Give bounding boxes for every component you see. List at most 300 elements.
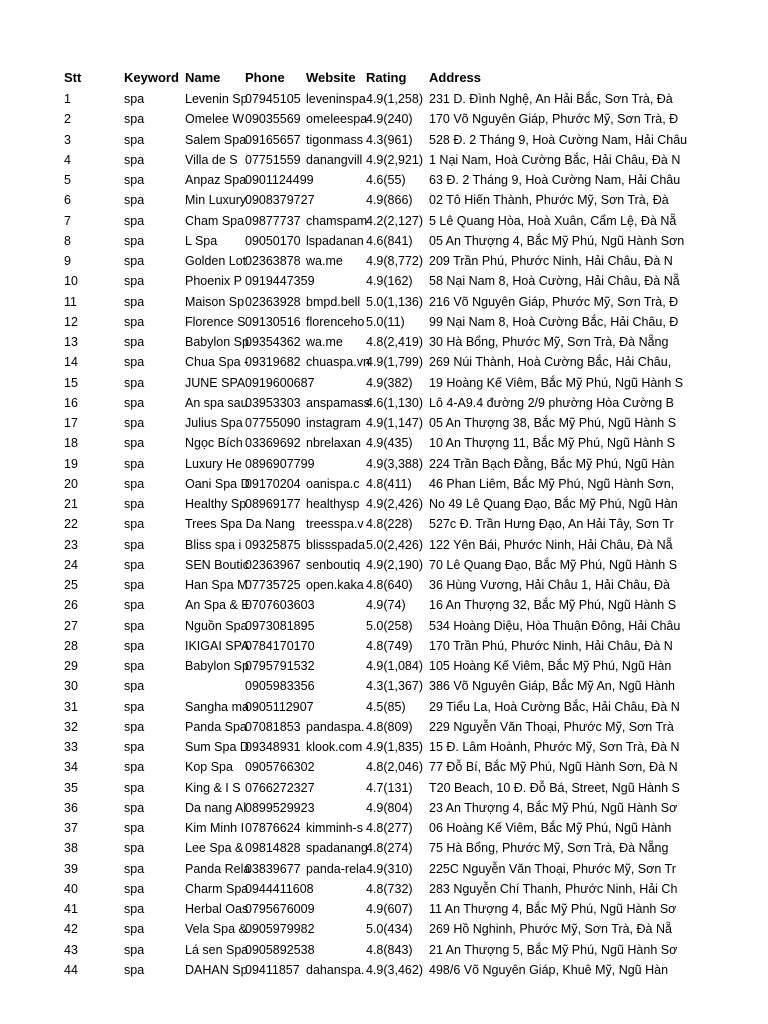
table-row [0, 697, 768, 717]
cell-address: 11 An Thượng 4, Bắc Mỹ Phú, Ngũ Hành Sơ [429, 902, 677, 916]
cell-keyword: spa [124, 800, 145, 815]
cell-keyword: spa [124, 497, 145, 511]
cell-stt: 26 [64, 598, 78, 613]
cell-rating: 4.9(162) [366, 274, 413, 289]
cell-website: omeleespa [306, 112, 368, 127]
cell-address: 209 Trần Phú, Phước Ninh, Hải Châu, Đà N [429, 254, 673, 268]
table-row [0, 960, 768, 980]
cell-name: Vela Spa & [185, 922, 247, 937]
cell-phone: 07751559 [245, 152, 301, 167]
cell-website: healthysp [306, 497, 360, 511]
cell-address: 225C Nguyễn Văn Thoại, Phước Mỹ, Sơn Tr [429, 861, 676, 876]
cell-stt: 5 [64, 173, 71, 187]
cell-website [306, 454, 366, 474]
cell-stt: 32 [64, 719, 78, 734]
cell-phone: 0784170170 [245, 638, 315, 653]
cell-keyword: spa [124, 578, 145, 592]
cell-keyword: spa [124, 942, 145, 957]
cell-address: 534 Hoàng Diệu, Hòa Thuận Đông, Hải Châu [429, 618, 681, 633]
cell-name: Cham Spa [185, 213, 245, 228]
cell-website: florenceho [306, 314, 365, 329]
cell-rating: 4.8(749) [366, 638, 413, 653]
cell-address: 170 Võ Nguyên Giáp, Phước Mỹ, Sơn Trà, Đ [429, 112, 679, 127]
cell-rating: 4.6(841) [366, 233, 413, 248]
table-row [0, 251, 768, 271]
cell-address: 269 Núi Thành, Hoà Cường Bắc, Hải Châu, [429, 355, 672, 370]
cell-stt: 3 [64, 132, 71, 147]
cell-rating: 4.5(85) [366, 699, 406, 714]
cell-keyword: spa [124, 112, 145, 127]
cell-website: tigonmass [306, 132, 363, 147]
cell-name: Charm Spa [185, 881, 249, 896]
cell-rating: 4.8(2,046) [366, 760, 423, 775]
table-row [0, 474, 768, 494]
cell-address: 170 Trần Phú, Phước Ninh, Hải Châu, Đà N [429, 638, 673, 653]
cell-rating: 4.9(2,426) [366, 497, 423, 511]
cell-rating: 4.3(961) [366, 132, 413, 147]
cell-keyword: spa [124, 314, 145, 329]
cell-rating: 5.0(2,426) [366, 537, 423, 552]
cell-stt: 18 [64, 436, 78, 451]
cell-name: King & I S [185, 780, 241, 795]
cell-name: Sangha ma [185, 699, 249, 714]
cell-phone: 08969177 [245, 497, 301, 511]
cell-rating: 4.6(1,130) [366, 395, 423, 410]
cell-keyword: spa [124, 335, 145, 349]
cell-phone: 02363878 [245, 254, 301, 268]
cell-name: Babylon Sp [185, 335, 249, 349]
cell-stt: 12 [64, 314, 78, 329]
cell-phone: 07081853 [245, 719, 301, 734]
table-row [0, 170, 768, 190]
cell-name: Golden Lot [185, 254, 247, 268]
cell-keyword: spa [124, 760, 145, 775]
cell-rating: 5.0(1,136) [366, 294, 423, 309]
cell-address: 231 D. Đình Nghệ, An Hải Bắc, Sơn Trà, Đà [429, 92, 673, 106]
cell-phone: 09325875 [245, 537, 301, 552]
cell-keyword: spa [124, 173, 145, 187]
cell-name: Han Spa M [185, 578, 248, 592]
cell-keyword: spa [124, 92, 145, 106]
cell-rating: 4.8(277) [366, 821, 413, 835]
cell-rating: 4.9(3,388) [366, 456, 423, 471]
cell-keyword: spa [124, 294, 145, 309]
table-row [0, 292, 768, 312]
cell-address: 75 Hà Bổng, Phước Mỹ, Sơn Trà, Đà Nẵng [429, 841, 669, 856]
cell-keyword: spa [124, 740, 145, 754]
cell-rating: 4.9(866) [366, 193, 413, 208]
cell-website [306, 757, 366, 777]
cell-keyword: spa [124, 679, 145, 694]
cell-website [306, 170, 366, 190]
cell-phone: 0905112907 [245, 699, 314, 714]
cell-website: pandaspa. [306, 719, 365, 734]
cell-phone: 03953303 [245, 395, 301, 410]
cell-name: An spa sau [185, 395, 248, 410]
cell-name: Luxury He [185, 456, 242, 471]
cell-website [306, 879, 366, 899]
cell-website: danangvill [306, 152, 363, 167]
cell-rating: 5.0(434) [366, 922, 413, 937]
cell-stt: 31 [64, 699, 78, 714]
cell-name: Salem Spa [185, 132, 247, 147]
cell-keyword: spa [124, 233, 145, 248]
cell-rating: 4.9(240) [366, 112, 413, 127]
cell-stt: 38 [64, 841, 78, 856]
cell-rating: 4.9(1,835) [366, 740, 423, 754]
cell-keyword: spa [124, 436, 145, 451]
cell-phone: 09319682 [245, 355, 301, 370]
table-row [0, 636, 768, 656]
cell-address: 5 Lê Quang Hòa, Hoà Xuân, Cẩm Lệ, Đà Nẵ [429, 213, 677, 228]
cell-stt: 24 [64, 557, 78, 572]
cell-address: 06 Hoàng Kế Viêm, Bắc Mỹ Phú, Ngũ Hành [429, 821, 672, 835]
cell-website [306, 373, 366, 393]
header-keyword: Keyword [124, 70, 179, 85]
table-row [0, 433, 768, 453]
cell-phone: 07876624 [245, 821, 301, 835]
cell-stt: 13 [64, 335, 78, 349]
cell-website [306, 940, 366, 960]
cell-phone: 09035569 [245, 112, 301, 127]
cell-website: instagram [306, 416, 361, 430]
cell-phone: 09411857 [245, 962, 300, 977]
cell-address: 36 Hùng Vương, Hải Châu 1, Hải Châu, Đà [429, 578, 671, 592]
cell-keyword: spa [124, 355, 145, 370]
cell-name: Healthy Sp [185, 497, 247, 511]
cell-keyword: spa [124, 132, 145, 147]
cell-stt: 34 [64, 760, 78, 775]
cell-phone: 09050170 [245, 233, 301, 248]
cell-keyword: spa [124, 476, 145, 491]
table-row [0, 757, 768, 777]
cell-keyword: spa [124, 618, 145, 633]
cell-address: 1 Nại Nam, Hoà Cường Bắc, Hải Châu, Đà N [429, 152, 681, 167]
cell-keyword: spa [124, 962, 145, 977]
cell-phone: 0795791532 [245, 659, 315, 673]
cell-name: Panda Rela [185, 861, 251, 876]
cell-phone: 02363967 [245, 557, 301, 572]
cell-stt: 19 [64, 456, 78, 471]
cell-stt: 9 [64, 254, 71, 268]
cell-stt: 27 [64, 618, 78, 633]
cell-website: blissspada [306, 537, 366, 552]
cell-address: No 49 Lê Quang Đạo, Bắc Mỹ Phú, Ngũ Hàn [429, 497, 678, 511]
table-row [0, 514, 768, 534]
table-row [0, 109, 768, 129]
cell-rating: 4.8(809) [366, 719, 413, 734]
cell-rating: 4.9(1,799) [366, 355, 423, 370]
table-row [0, 656, 768, 676]
cell-rating: 4.8(2,419) [366, 335, 423, 349]
cell-name: Herbal Oas [185, 902, 249, 916]
cell-address: 46 Phan Liêm, Bắc Mỹ Phú, Ngũ Hành Sơn, [429, 476, 675, 491]
cell-stt: 8 [64, 233, 71, 248]
cell-website [306, 616, 366, 636]
cell-phone: 09814828 [245, 841, 301, 856]
table-row [0, 838, 768, 858]
cell-address: 229 Nguyễn Văn Thoại, Phước Mỹ, Sơn Trà [429, 719, 674, 734]
cell-phone: 07735725 [245, 578, 301, 592]
cell-name: Nguồn Spa [185, 618, 248, 633]
cell-stt: 44 [64, 962, 78, 977]
header-phone: Phone [245, 70, 285, 85]
cell-phone: 02363928 [245, 294, 301, 309]
cell-stt: 22 [64, 517, 78, 532]
header-website: Website [306, 70, 356, 85]
cell-keyword: spa [124, 517, 145, 532]
cell-phone: 09354362 [245, 335, 301, 349]
cell-phone: 09165657 [245, 132, 301, 147]
cell-website: panda-rela [306, 861, 366, 876]
cell-rating: 4.9(2,190) [366, 557, 423, 572]
cell-stt: 15 [64, 375, 78, 390]
cell-keyword: spa [124, 152, 145, 167]
cell-stt: 41 [64, 902, 78, 916]
cell-name: Bliss spa i [185, 537, 242, 552]
cell-phone: 0973081895 [245, 618, 315, 633]
cell-rating: 4.3(1,367) [366, 679, 423, 694]
table-row [0, 352, 768, 372]
cell-address: 21 An Thượng 5, Bắc Mỹ Phú, Ngũ Hành Sơ [429, 942, 678, 957]
cell-stt: 30 [64, 679, 78, 694]
cell-website: lspadanan [306, 233, 364, 248]
cell-rating: 4.8(228) [366, 517, 413, 532]
cell-address: 58 Nại Nam 8, Hoà Cường, Hải Châu, Đà Nẵ [429, 274, 680, 289]
cell-address: 77 Đỗ Bí, Bắc Mỹ Phú, Ngũ Hành Sơn, Đà N [429, 760, 678, 775]
cell-phone: 09170204 [245, 476, 301, 491]
cell-rating: 4.9(435) [366, 436, 413, 451]
table-row [0, 919, 768, 939]
cell-name: Lá sen Spa [185, 942, 249, 957]
table-row [0, 332, 768, 352]
cell-stt: 2 [64, 112, 71, 127]
cell-stt: 7 [64, 213, 71, 228]
cell-stt: 17 [64, 416, 78, 430]
cell-stt: 14 [64, 355, 78, 370]
cell-phone: 0795676009 [245, 902, 315, 916]
table-row [0, 373, 768, 393]
cell-address: 19 Hoàng Kế Viêm, Bắc Mỹ Phú, Ngũ Hành S [429, 375, 684, 390]
cell-website [306, 595, 366, 615]
cell-rating: 4.9(804) [366, 800, 413, 815]
cell-address: 16 An Thượng 32, Bắc Mỹ Phú, Ngũ Hành S [429, 598, 677, 613]
cell-website: klook.com [306, 740, 363, 754]
cell-website [306, 697, 366, 717]
cell-keyword: spa [124, 699, 145, 714]
cell-phone: 0905983356 [245, 679, 315, 694]
header-rating: Rating [366, 70, 407, 85]
table-row [0, 859, 768, 879]
table-row [0, 535, 768, 555]
cell-website [306, 798, 366, 818]
cell-address: 05 An Thượng 4, Bắc Mỹ Phú, Ngũ Hành Sơn [429, 233, 685, 248]
cell-phone: 0908379727 [245, 193, 315, 208]
cell-keyword: spa [124, 416, 145, 430]
cell-address: 527c Đ. Trần Hưng Đạo, An Hải Tây, Sơn Tr [429, 517, 674, 532]
cell-rating: 4.8(411) [366, 476, 412, 491]
cell-rating: 5.0(11) [366, 314, 405, 329]
cell-website: bmpd.bell [306, 294, 361, 309]
cell-phone: 03839677 [245, 861, 301, 876]
cell-website: open.kaka [306, 578, 364, 592]
cell-address: 23 An Thượng 4, Bắc Mỹ Phú, Ngũ Hành Sơ [429, 800, 678, 815]
cell-name: Sum Spa D [185, 740, 249, 754]
cell-name: JUNE SPA [185, 375, 246, 390]
table-row [0, 454, 768, 474]
cell-stt: 40 [64, 881, 78, 896]
cell-rating: 4.9(1,147) [366, 416, 423, 430]
cell-website [306, 271, 366, 291]
cell-keyword: spa [124, 780, 145, 795]
cell-website: spadanang [306, 841, 368, 856]
cell-phone: 0896907799 [245, 456, 315, 471]
table-row [0, 879, 768, 899]
table-row [0, 595, 768, 615]
cell-website: senboutiq [306, 557, 361, 572]
cell-keyword: spa [124, 861, 145, 876]
cell-keyword: spa [124, 881, 145, 896]
cell-stt: 25 [64, 578, 78, 592]
table-row [0, 231, 768, 251]
cell-stt: 37 [64, 821, 78, 835]
cell-address: 122 Yên Bái, Phước Ninh, Hải Châu, Đà Nẵ [429, 537, 673, 552]
cell-phone: 0905892538 [245, 942, 315, 957]
table-row [0, 211, 768, 231]
cell-stt: 29 [64, 659, 78, 673]
cell-phone: 0901124499 [245, 173, 314, 187]
cell-rating: 4.9(8,772) [366, 254, 423, 268]
cell-phone: 0919447359 [245, 274, 315, 289]
cell-stt: 43 [64, 942, 78, 957]
cell-phone: 09348931 [245, 740, 301, 754]
cell-stt: 1 [64, 92, 71, 106]
cell-name: Omelee W [185, 112, 245, 127]
cell-name: Trees Spa Da Nang [185, 517, 296, 532]
cell-keyword: spa [124, 537, 145, 552]
cell-rating: 4.8(640) [366, 578, 413, 592]
table-row [0, 393, 768, 413]
cell-stt: 35 [64, 780, 78, 795]
cell-rating: 4.9(1,084) [366, 659, 423, 673]
cell-stt: 16 [64, 395, 78, 410]
cell-address: 10 An Thượng 11, Bắc Mỹ Phú, Ngũ Hành S [429, 436, 676, 451]
header-address: Address [429, 70, 482, 85]
cell-stt: 23 [64, 537, 78, 552]
table-row [0, 899, 768, 919]
cell-address: 70 Lê Quang Đạo, Bắc Mỹ Phú, Ngũ Hành S [429, 557, 678, 572]
cell-website: treesspa.v [306, 517, 364, 532]
table-row [0, 312, 768, 332]
cell-address: 30 Hà Bổng, Phước Mỹ, Sơn Trà, Đà Nẵng [429, 335, 669, 349]
cell-website [306, 190, 366, 210]
cell-address: 386 Võ Nguyên Giáp, Bắc Mỹ An, Ngũ Hành [429, 679, 675, 694]
cell-keyword: spa [124, 254, 145, 268]
cell-address: 105 Hoàng Kế Viêm, Bắc Mỹ Phú, Ngũ Hàn [429, 659, 672, 673]
cell-keyword: spa [124, 659, 145, 673]
cell-name: Julius Spa [185, 416, 243, 430]
cell-website: nbrelaxan [306, 436, 361, 451]
cell-phone: 03369692 [245, 436, 301, 451]
table-row [0, 778, 768, 798]
cell-stt: 42 [64, 922, 78, 937]
table-row [0, 616, 768, 636]
cell-phone: 07755090 [245, 416, 301, 430]
cell-rating: 4.6(55) [366, 173, 406, 187]
header-stt: Stt [64, 70, 82, 85]
cell-rating: 4.9(607) [366, 902, 413, 916]
cell-address: 05 An Thượng 38, Bắc Mỹ Phú, Ngũ Hành S [429, 416, 677, 430]
table-row [0, 494, 768, 514]
cell-rating: 4.9(310) [366, 861, 413, 876]
cell-stt: 11 [64, 294, 77, 309]
table-row [0, 818, 768, 838]
table-row [0, 130, 768, 150]
cell-name: Min Luxury [185, 193, 247, 208]
cell-keyword: spa [124, 375, 145, 390]
cell-rating: 4.8(274) [366, 841, 413, 856]
cell-keyword: spa [124, 902, 145, 916]
cell-keyword: spa [124, 193, 145, 208]
cell-rating: 4.9(3,462) [366, 962, 423, 977]
table-row [0, 150, 768, 170]
cell-website [306, 899, 366, 919]
cell-address: 498/6 Võ Nguyên Giáp, Khuê Mỹ, Ngũ Hàn [429, 962, 669, 977]
cell-stt: 28 [64, 638, 78, 653]
table-row [0, 717, 768, 737]
cell-name: Kop Spa [185, 760, 233, 775]
cell-rating: 4.2(2,127) [366, 213, 423, 228]
cell-stt: 36 [64, 800, 78, 815]
cell-website [306, 656, 366, 676]
table-row [0, 555, 768, 575]
cell-website: wa.me [306, 335, 343, 349]
cell-address: 29 Tiểu La, Hoà Cường Bắc, Hải Châu, Đà N [429, 699, 680, 714]
cell-keyword: spa [124, 638, 145, 653]
cell-name: Levenin Sp [185, 92, 248, 106]
cell-name: DAHAN Sp [185, 962, 248, 977]
cell-stt: 10 [64, 274, 78, 289]
cell-name: Florence S [185, 314, 246, 329]
cell-stt: 4 [64, 152, 71, 167]
header-row [0, 68, 768, 88]
cell-stt: 20 [64, 476, 78, 491]
cell-rating: 4.9(2,921) [366, 152, 423, 167]
cell-stt: 6 [64, 193, 71, 208]
cell-address: 224 Trần Bạch Đằng, Bắc Mỹ Phú, Ngũ Hàn [429, 456, 675, 471]
table-row [0, 737, 768, 757]
table-row [0, 575, 768, 595]
cell-name: Lee Spa & [185, 841, 244, 856]
cell-address: 63 Đ. 2 Tháng 9, Hoà Cường Nam, Hải Châu [429, 173, 681, 187]
cell-website: wa.me [306, 254, 343, 268]
cell-name: Da nang Al [185, 800, 247, 815]
cell-website: leveninspa [306, 92, 366, 106]
header-name: Name [185, 70, 221, 85]
cell-name [185, 676, 245, 696]
cell-keyword: spa [124, 922, 145, 937]
cell-stt: 21 [64, 497, 78, 511]
cell-address: 15 Đ. Lâm Hoành, Phước Mỹ, Sơn Trà, Đà N [429, 740, 680, 754]
cell-keyword: spa [124, 456, 145, 471]
cell-phone [245, 514, 306, 534]
cell-name: Chua Spa - [185, 355, 249, 370]
cell-rating: 4.9(382) [366, 375, 413, 390]
cell-name: Anpaz Spa [185, 173, 247, 187]
cell-website: kimminh-s [306, 821, 363, 835]
cell-rating: 4.9(1,258) [366, 92, 423, 106]
cell-address: 283 Nguyễn Chí Thanh, Phước Ninh, Hải Ch [429, 881, 678, 896]
